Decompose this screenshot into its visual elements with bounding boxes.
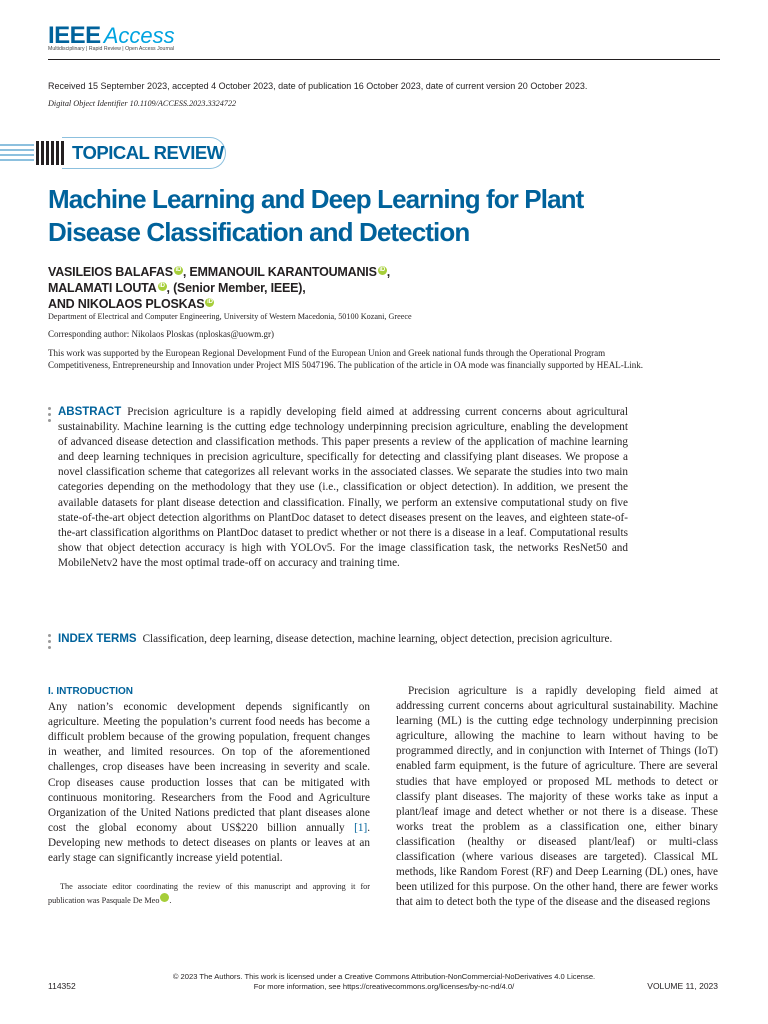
body-paragraph [48, 700, 370, 866]
body-text: . Developing new methods to detect diseases on plants or leaves at an early stage can significantly increase yield potential. [48, 821, 370, 865]
journal-tagline: Multidisciplinary | Rapid Review | Open Access Journal [48, 46, 175, 52]
section-heading: I. INTRODUCTION [48, 686, 133, 697]
index-terms-paragraph [58, 632, 628, 647]
page-number: 114352 [48, 981, 76, 991]
body-text: Any nation’s economic development depends significantly on agriculture. Meeting the population’s current food needs has become a difficult problem because of the growing population, frequent changes in weather, and limited resources. On top of the aforementioned challenges, crop diseases have been increasing in severity and scale. Crop diseases cause production losses that can be mitigated with continuous monitoring. Researchers from the Food and Agriculture Organization of the United Nations predicted that plant diseases alone cost the global economy about US$220 billion annually [48, 701, 370, 834]
index-terms-text: Classification, deep learning, disease detection, machine learning, object detection, precision agriculture. [142, 633, 613, 645]
citation-link[interactable]: [1] [354, 821, 368, 834]
dots-icon [48, 634, 52, 652]
index-terms-section [48, 632, 628, 647]
article-title: Machine Learning and Deep Learning for Plant Disease Classification and Detection [48, 184, 584, 247]
editor-footnote: The associate editor coordinating the review of this manuscript and approving it for publication was Pasquale De Meo iD. [48, 882, 370, 906]
abstract-section [48, 405, 628, 571]
author-conjunction: AND [48, 297, 75, 311]
badge-label: TOPICAL REVIEW [72, 142, 224, 163]
body-column-right [396, 684, 718, 910]
license-link[interactable]: For more information, see https://creativecommons.org/licenses/by-nc-nd/4.0/ [253, 982, 515, 991]
abstract-text: Precision agriculture is a rapidly developing field aimed at addressing current concerns about agricultural sustainability. Machine learning is the cutting edge technology underpinning precision agriculture, enabling the development of advanced disease detection and classification methods. This paper presents a review of the application of machine learning and deep learning techniques in precision agriculture, specifically for detecting and classifying plant diseases. We propose a novel classification scheme that categorizes all relevant works in the associated classes. We separate the studies into two main categories depending on the methodology that they use (i.e., classification or object detection). In addition, we present the available datasets for plant disease detection and classification. Finally, we perform an extensive computational study on five state-of-the-art object detection algorithms on PlantDoc dataset to detect diseases present on the leaves, and eighteen state-of-the-art classification algorithms on PlantDoc dataset to predict whether or not there is a disease in a leaf. Computational results show that object detection accuracy is high with YOLOv5. For the image classification task, the networks ResNet50 and MobileNetv2 have the most optimal trade-off on accuracy and training time. [58, 406, 628, 569]
author-name: NIKOLAOS PLOSKAS [77, 297, 205, 311]
body-column-left [48, 684, 370, 907]
author-name: EMMANOUIL KARANTOUMANIS [189, 265, 377, 279]
abstract-heading: ABSTRACT [58, 406, 122, 418]
funding-statement: This work was supported by the European Regional Development Fund of the European Union and Greek national funds through the Operational Program Competitiveness, Entrepreneurship and Innovation under Project MIS 5047196. The publication of the article in OA mode was financially supported by HEAL-Link. [48, 348, 643, 370]
header-divider [48, 59, 720, 60]
orcid-icon[interactable]: iD [160, 893, 169, 902]
orcid-icon[interactable]: iD [175, 267, 182, 273]
orcid-icon[interactable]: iD [379, 267, 385, 273]
logo-ieee-text: IEEE [48, 22, 101, 49]
author-membership: (Senior Member, IEEE), [173, 281, 306, 295]
corresponding-author: Corresponding author: Nikolaos Ploskas (nploskas@uowm.gr) [48, 329, 275, 339]
footnote-text: The associate editor coordinating the review of this manuscript and approving it for publication was Pasquale De Meo [48, 882, 370, 906]
orcid-icon[interactable]: iD [159, 283, 165, 289]
affiliation: Department of Electrical and Computer Engineering, University of Western Macedonia, 50100 Kozani, Greece [48, 312, 412, 321]
index-terms-heading: INDEX TERMS [58, 633, 137, 645]
author-name: MALAMATI LOUTA [48, 281, 157, 295]
volume-label: VOLUME 11, 2023 [647, 981, 718, 991]
license-line: © 2023 The Authors. This work is licensed under a Creative Commons Attribution-NonCommercial-NoDerivatives 4.0 License. [172, 972, 596, 981]
dots-icon [48, 407, 52, 425]
orcid-icon[interactable]: iD [207, 299, 213, 305]
author-list: VASILEIOS BALAFAS iD , EMMANOUIL KARANTOUMANIS iD , MALAMATI LOUTA iD , (Senior Member, IEEE), AND NIKOLAOS PLOSKAS iD [48, 265, 390, 311]
received-dates: Received 15 September 2023, accepted 4 October 2023, date of publication 16 October 2023, date of current version 20 October 2023. [48, 81, 588, 91]
body-paragraph: Precision agriculture is a rapidly developing field aimed at addressing current concerns about agricultural sustainability. Machine learning (ML) is the cutting edge technology underpinning precision agriculture, allowing the machine to learn without having to be programmed directly, and in conjunction with Internet of Things (IoT) enabled farm equipment, is the future of agriculture. There are several studies that have employed or proposed ML methods to detect or classify plant diseases. The majority of these works take as input a plant/leaf image and detect whether or not there is a disease. These works treat the problem as a classification one, either binary classification (healthy or diseased plant/leaf) or multi-class classification (where various diseases are targeted). Classical ML methods, like Random Forest (RF) and Deep Learning (DL) ones, have been utilized for this purpose. On the other hand, there are fewer works that aim to detect both the type of the disease and the diseased regions [396, 685, 718, 909]
doi-line: Digital Object Identifier 10.1109/ACCESS.2023.3324722 [48, 99, 237, 108]
stripes-icon [0, 141, 64, 165]
topical-review-badge [0, 136, 230, 170]
author-name: VASILEIOS BALAFAS [48, 265, 173, 279]
abstract-paragraph [58, 405, 628, 571]
logo-access-text: Access [103, 23, 175, 48]
